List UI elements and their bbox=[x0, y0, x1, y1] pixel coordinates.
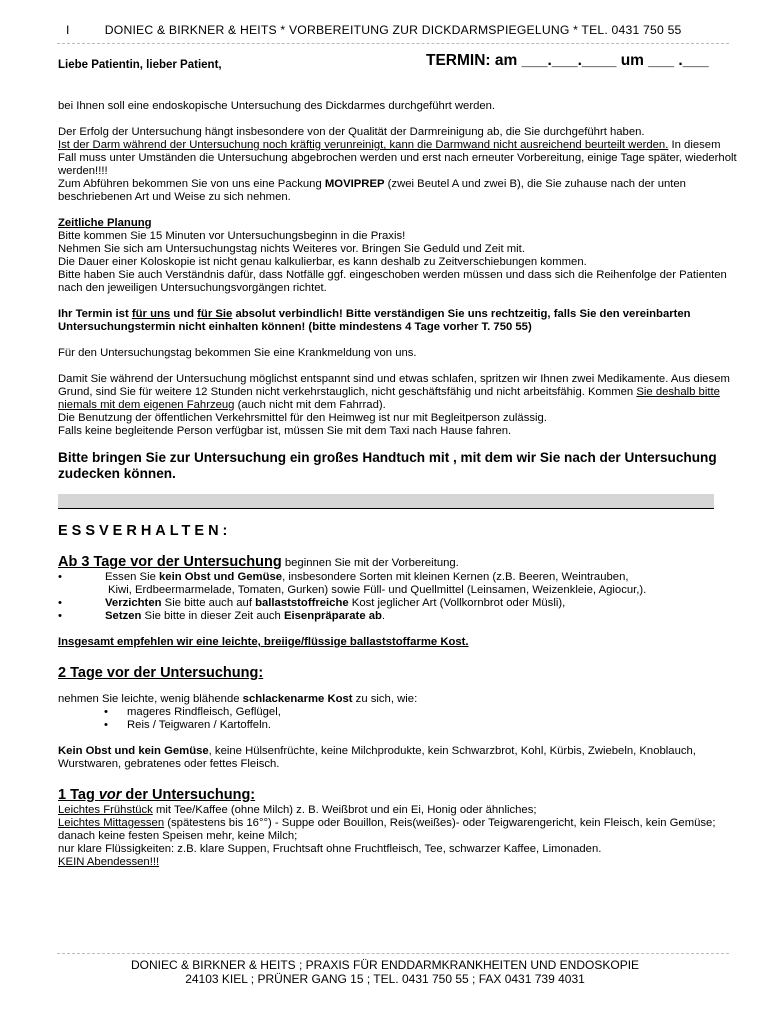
handtuch-notice: Bitte bringen Sie zur Untersuchung ein großes Handtuch mit , mit dem wir Sie nach der Untersuchung zudecken können. bbox=[58, 450, 717, 481]
tag3-title: Ab 3 Tage vor der Untersuchung bbox=[58, 554, 282, 570]
krankmeldung-text: Für den Untersuchungstag bekommen Sie eine Krankmeldung von uns. bbox=[58, 347, 417, 359]
tag2-section: 2 Tage vor der Untersuchung: nehmen Sie leichte, wenig blähende schlackenarme Kost zu sich, wie: • mageres Rindfleisch, Geflügel, • Reis / Teigwaren / Kartoffeln. Kein Obst und kein Gemüse, keine Hülsenfrüchte, keine Milchprodukte, kein Schwarzbrot, Kohl, Kürbis, Zwiebeln, Knoblauch, Wurstwaren, gebratenes oder fettes Fleisch. bbox=[58, 665, 738, 771]
greeting: Liebe Patientin, lieber Patient, bbox=[58, 59, 222, 71]
kein-abendessen: KEIN Abendessen!!! bbox=[58, 856, 160, 868]
section-divider-bar bbox=[58, 494, 714, 509]
list-item: • Essen Sie kein Obst und Gemüse, insbesondere Sorten mit kleinen Kernen (z.B. Beeren, Weintrauben, Kiwi, Erdbeermarmelade, Tomaten, Gurken) sowie Füll- und Quellmittel (Leinsamen, Weizenkleie, Agiocur,). bbox=[58, 571, 647, 596]
verbindlich-paragraph: Ihr Termin ist für uns und für Sie absolut verbindlich! Bitte verständigen Sie uns rechtzeitig, falls Sie den vereinbarten Untersuchungstermin nicht einhalten können! (bitte mindestens 4 Tage vorher T. 750 55) bbox=[58, 308, 691, 333]
planung-section: Zeitliche Planung Bitte kommen Sie 15 Minuten vor Untersuchungsbeginn in die Praxis! Nehmen Sie sich am Untersuchungstag nichts Weiteres vor. Bringen Sie Geduld und Zeit mit. Die Dauer einer Koloskopie ist nicht genau kalkulierbar, es kann deshalb zu Zeitverschiebungen kommen. Bitte haben Sie auch Verständnis dafür, dass Notfälle ggf. eingeschoben werden müssen und dass sich die Reihenfolge der Patienten nach den jeweiligen Untersuchungsvorgängen richtet. bbox=[58, 217, 727, 294]
list-item: • mageres Rindfleisch, Geflügel, bbox=[104, 706, 281, 718]
warning-underlined: Ist der Darm während der Untersuchung noch kräftig verunreinigt, kann die Darmwand nicht ausreichend beurteilt werden. bbox=[58, 139, 669, 151]
page-footer bbox=[0, 958, 770, 986]
page-header bbox=[66, 24, 682, 37]
footer-divider bbox=[57, 953, 729, 954]
list-item: • Setzen Sie bitte in dieser Zeit auch Eisenpräparate ab. bbox=[58, 610, 386, 622]
list-item: • Reis / Teigwaren / Kartoffeln. bbox=[104, 719, 272, 731]
footer-line-2: 24103 KIEL ; PRÜNER GANG 15 ; TEL. 0431 750 55 ; FAX 0431 739 4031 bbox=[185, 972, 585, 986]
planung-title: Zeitliche Planung bbox=[58, 217, 152, 229]
main-content bbox=[58, 100, 738, 869]
essverhalten-heading: ESSVERHALTEN: bbox=[58, 523, 232, 539]
tag1-section: 1 Tag vor der Untersuchung: Leichtes Frühstück mit Tee/Kaffee (ohne Milch) z. B. Weißbrot und ein Ei, Honig oder ähnliches; Leichtes Mittagessen (spätestens bis 16°°) - Suppe oder Bouillon, Reis(weißes)- oder Teigwarengericht, kein Fleisch, kein Gemüse; danach keine festen Speisen mehr, keine Milch; nur klare Flüssigkeiten: z.B. klare Suppen, Fruchtsaft ohne Fruchtfleisch, Tee, schwarzer Kaffee, Limonaden. KEIN Abendessen!!! bbox=[58, 787, 716, 868]
medikamente-paragraph: Damit Sie während der Untersuchung möglichst entspannt sind und etwas schlafen, spritzen wir Ihnen zwei Medikamente. Aus diesem Grund, sind Sie für weitere 12 Stunden nicht verkehrstauglich, nicht geschäftsfähig und nicht arbeitsfähig. Kommen Sie deshalb bitte niemals mit dem eigenen Fahrzeug (auch nicht mit dem Fahrrad). Die Benutzung der öffentlichen Verkehrsmittel für den Heimweg ist nur mit Begleitperson zulässig. Falls keine begleitende Person verfügbar ist, müssen Sie mit dem Taxi nach Hause fahren. bbox=[58, 373, 730, 437]
footer-line-1: DONIEC & BIRKNER & HEITS ; PRAXIS FÜR ENDDARMKRANKHEITEN UND ENDOSKOPIE bbox=[130, 958, 640, 972]
header-marker: I bbox=[66, 23, 70, 37]
tag3-summary: Insgesamt empfehlen wir eine leichte, breiige/flüssige ballaststoffarme Kost. bbox=[58, 636, 469, 648]
list-item: • Verzichten Sie bitte auch auf ballaststoffreiche Kost jeglicher Art (Vollkornbrot oder Müsli), bbox=[58, 597, 566, 609]
moviprep-label: MOVIPREP bbox=[324, 178, 385, 190]
header-divider bbox=[57, 43, 729, 44]
appointment-field: TERMIN: am ___.___.____ um ___ .___ bbox=[426, 52, 709, 69]
erfolg-paragraph: Der Erfolg der Untersuchung hängt insbesondere von der Qualität der Darmreinigung ab, die Sie durchgeführt haben. Ist der Darm während der Untersuchung noch kräftig verunreinigt, kann die Darmwand nicht ausreichend beurteilt werden. In diesem Fall muss unter Umständen die Untersuchung abgebrochen werden und erst nach erneuter Vorbereitung, einige Tage später, wiederholt werden!!!! Zum Abführen bekommen Sie von uns eine Packung MOVIPREP (zwei Beutel A und zwei B), die Sie zuhause nach der unten beschriebenen Art und Weise zu sich nehmen. bbox=[58, 126, 737, 203]
tag2-title: 2 Tage vor der Untersuchung: bbox=[58, 665, 264, 681]
tag3-section: Ab 3 Tage vor der Untersuchung beginnen Sie mit der Vorbereitung. • Essen Sie kein Obst und Gemüse, insbesondere Sorten mit kleinen Kernen (z.B. Beeren, Weintrauben, Kiwi, Erdbeermarmelade, Tomaten, Gurken) sowie Füll- und Quellmittel (Leinsamen, Weizenkleie, Agiocur,). • Verzichten Sie bitte auch auf ballaststoffreiche Kost jeglicher Art (Vollkornbrot oder Müsli), • Setzen Sie bitte in dieser Zeit auch Eisenpräparate ab. Insgesamt empfehlen wir eine leichte, breiige/flüssige ballaststoffarme Kost. bbox=[58, 554, 738, 649]
intro-text: bei Ihnen soll eine endoskopische Untersuchung des Dickdarmes durchgeführt werden. bbox=[58, 100, 496, 112]
header-text: DONIEC & BIRKNER & HEITS * VORBEREITUNG ZUR DICKDARMSPIEGELUNG * TEL. 0431 750 55 bbox=[104, 23, 682, 37]
